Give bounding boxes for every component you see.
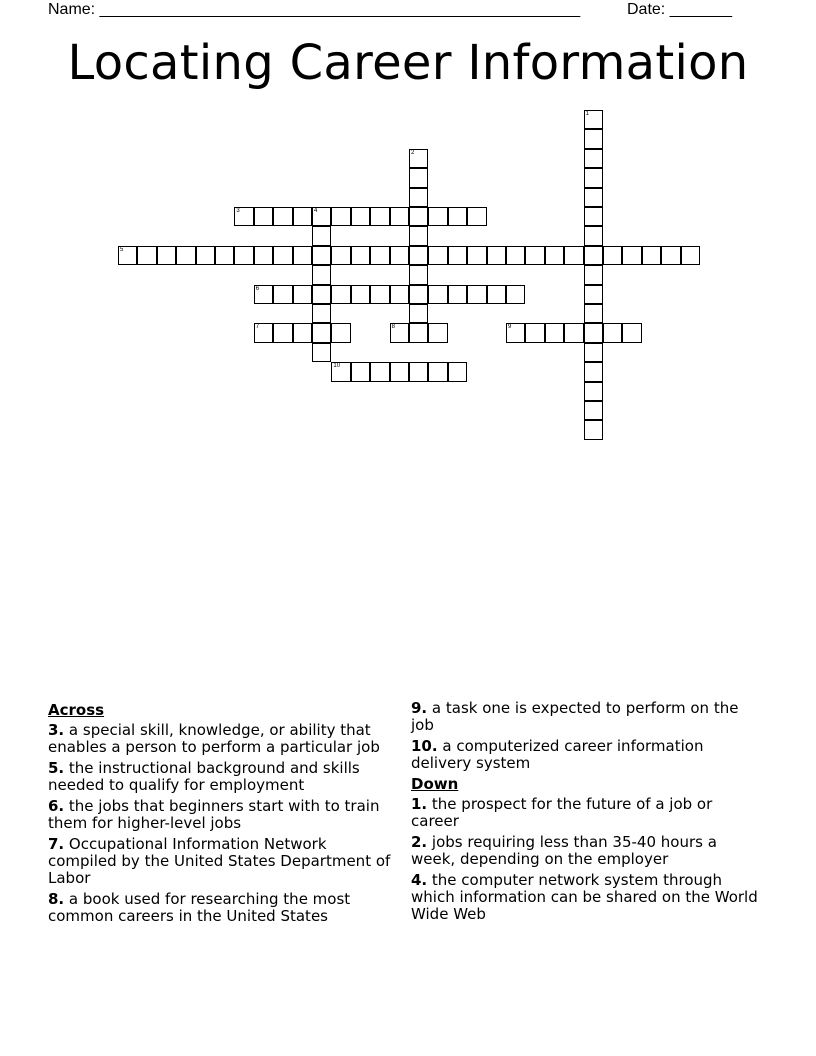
crossword-cell[interactable] <box>467 285 486 304</box>
crossword-cell[interactable] <box>370 362 389 381</box>
clue-number: 1. <box>411 795 428 813</box>
clue-number: 6. <box>48 797 65 815</box>
crossword-cell[interactable] <box>409 323 428 342</box>
crossword-cell[interactable] <box>293 207 312 226</box>
crossword-cell[interactable] <box>331 207 350 226</box>
crossword-cell[interactable] <box>254 285 273 304</box>
crossword-cell[interactable] <box>584 420 603 439</box>
crossword-cell[interactable] <box>273 207 292 226</box>
crossword-cell[interactable] <box>409 168 428 187</box>
down-clue <box>411 834 761 868</box>
clue-number: 8. <box>48 890 65 908</box>
crossword-cell[interactable] <box>215 246 234 265</box>
page-title: Locating Career Information <box>67 35 749 91</box>
clue-number-label: 6 <box>255 285 260 292</box>
clue-text: a computerized career information delivery system <box>411 737 704 772</box>
crossword-cell[interactable] <box>351 207 370 226</box>
clue-text: the instructional background and skills needed to qualify for employment <box>48 759 360 794</box>
crossword-cell[interactable] <box>293 323 312 342</box>
crossword-cell[interactable] <box>584 343 603 362</box>
down-heading: Down <box>411 775 459 793</box>
crossword-cell[interactable] <box>584 323 603 342</box>
clue-number-label: 3 <box>236 208 240 214</box>
crossword-cell[interactable] <box>409 149 428 168</box>
across-clue <box>411 738 761 772</box>
crossword-cell[interactable] <box>234 207 253 226</box>
clue-number: 3. <box>48 721 65 739</box>
across-clue <box>48 891 398 925</box>
date-field-label[interactable]: Date: _______ <box>627 1 732 18</box>
crossword-cell[interactable] <box>584 168 603 187</box>
crossword-cell[interactable] <box>390 362 409 381</box>
crossword-cell[interactable] <box>506 285 525 304</box>
crossword-cell[interactable] <box>331 323 350 342</box>
clue-number-label: 8 <box>391 324 395 331</box>
crossword-cell[interactable] <box>137 246 156 265</box>
crossword-cell[interactable] <box>642 246 661 265</box>
crossword-cell[interactable] <box>370 285 389 304</box>
clue-number: 7. <box>48 835 65 853</box>
crossword-cell[interactable] <box>584 110 603 129</box>
crossword-cell[interactable] <box>506 246 525 265</box>
crossword-cell[interactable] <box>351 246 370 265</box>
crossword-cell[interactable] <box>312 304 331 323</box>
crossword-cell[interactable] <box>622 246 641 265</box>
crossword-cell[interactable] <box>622 323 641 342</box>
crossword-cell[interactable] <box>448 207 467 226</box>
crossword-cell[interactable] <box>312 343 331 362</box>
crossword-cell[interactable] <box>409 285 428 304</box>
clue-number: 5. <box>48 759 65 777</box>
crossword-cell[interactable] <box>176 246 195 265</box>
crossword-cell[interactable] <box>409 207 428 226</box>
crossword-cell[interactable] <box>584 129 603 148</box>
crossword-cell[interactable] <box>409 304 428 323</box>
clues-column-right <box>411 700 761 927</box>
clue-number-label: 1 <box>585 111 589 117</box>
clue-text: the computer network system through which information can be shared on the World Wide Web <box>411 871 758 923</box>
across-heading: Across <box>48 701 105 719</box>
crossword-cell[interactable] <box>584 226 603 245</box>
crossword-cell[interactable] <box>584 188 603 207</box>
clue-number: 10. <box>411 737 438 755</box>
crossword-cell[interactable] <box>428 285 447 304</box>
crossword-cell[interactable] <box>564 323 583 342</box>
crossword-cell[interactable] <box>312 246 331 265</box>
name-field-label[interactable]: Name: ______________________________________________________ <box>48 1 581 18</box>
crossword-cell[interactable] <box>312 207 331 226</box>
crossword-cell[interactable] <box>681 246 700 265</box>
crossword-cell[interactable] <box>428 323 447 342</box>
crossword-cell[interactable] <box>273 285 292 304</box>
crossword-cell[interactable] <box>273 246 292 265</box>
crossword-cell[interactable] <box>661 246 680 265</box>
clue-text: a book used for researching the most common careers in the United States <box>48 890 351 925</box>
crossword-cell[interactable] <box>157 246 176 265</box>
crossword-cell[interactable] <box>584 246 603 265</box>
crossword-cell[interactable] <box>312 226 331 245</box>
crossword-cell[interactable] <box>584 362 603 381</box>
down-clue <box>411 796 761 830</box>
crossword-cell[interactable] <box>584 265 603 284</box>
crossword-cell[interactable] <box>603 246 622 265</box>
crossword-cell[interactable] <box>312 265 331 284</box>
clue-number: 2. <box>411 833 428 851</box>
crossword-cell[interactable] <box>467 246 486 265</box>
crossword-cell[interactable] <box>254 207 273 226</box>
crossword-cell[interactable] <box>448 285 467 304</box>
clue-number-label: 10 <box>333 363 341 370</box>
across-clue <box>48 722 398 756</box>
crossword-cell[interactable] <box>409 265 428 284</box>
crossword-cell[interactable] <box>331 285 350 304</box>
crossword-cell[interactable] <box>254 246 273 265</box>
crossword-cell[interactable] <box>584 401 603 420</box>
crossword-cell[interactable] <box>545 323 564 342</box>
crossword-cell[interactable] <box>293 285 312 304</box>
crossword-cell[interactable] <box>351 362 370 381</box>
clue-number: 4. <box>411 871 428 889</box>
crossword-cell[interactable] <box>564 246 583 265</box>
crossword-cell[interactable] <box>331 362 350 381</box>
crossword-cell[interactable] <box>196 246 215 265</box>
crossword-cell[interactable] <box>409 226 428 245</box>
clue-number: 9. <box>411 699 428 717</box>
crossword-cell[interactable] <box>390 323 409 342</box>
clue-text: jobs requiring less than 35-40 hours a week, depending on the employer <box>411 833 717 868</box>
crossword-cell[interactable] <box>273 323 292 342</box>
clue-number-label: 2 <box>411 149 415 156</box>
crossword-cell[interactable] <box>487 246 506 265</box>
across-clue <box>48 836 398 887</box>
crossword-cell[interactable] <box>293 246 312 265</box>
crossword-cell[interactable] <box>603 323 622 342</box>
across-clue <box>48 760 398 794</box>
crossword-cell[interactable] <box>254 323 273 342</box>
crossword-cell[interactable] <box>118 246 137 265</box>
across-clue <box>48 798 398 832</box>
clue-text: a task one is expected to perform on the job <box>411 699 739 734</box>
crossword-cell[interactable] <box>584 285 603 304</box>
crossword-cell[interactable] <box>467 207 486 226</box>
crossword-cell[interactable] <box>584 207 603 226</box>
crossword-cell[interactable] <box>525 246 544 265</box>
crossword-cell[interactable] <box>448 246 467 265</box>
crossword-cell[interactable] <box>428 362 447 381</box>
crossword-cell[interactable] <box>487 285 506 304</box>
clue-text: Occupational Information Network compiled by the United States Department of Labor <box>48 835 391 887</box>
crossword-cell[interactable] <box>506 323 525 342</box>
crossword-cell[interactable] <box>545 246 564 265</box>
crossword-cell[interactable] <box>390 285 409 304</box>
clue-number-label: 4 <box>314 208 318 214</box>
crossword-cell[interactable] <box>370 207 389 226</box>
crossword-cell[interactable] <box>584 304 603 323</box>
crossword-cell[interactable] <box>428 207 447 226</box>
crossword-cell[interactable] <box>584 382 603 401</box>
crossword-cell[interactable] <box>234 246 253 265</box>
crossword-cell[interactable] <box>351 285 370 304</box>
clues-column-left <box>48 700 398 929</box>
clue-text: a special skill, knowledge, or ability that enables a person to perform a particular job <box>48 721 380 756</box>
crossword-cell[interactable] <box>428 246 447 265</box>
crossword-cell[interactable] <box>390 246 409 265</box>
clue-number-label: 7 <box>255 324 260 331</box>
crossword-cell[interactable] <box>312 323 331 342</box>
crossword-cell[interactable] <box>448 362 467 381</box>
crossword-cell[interactable] <box>409 246 428 265</box>
crossword-cell[interactable] <box>390 207 409 226</box>
crossword-cell[interactable] <box>370 246 389 265</box>
clue-number-label: 5 <box>120 246 124 253</box>
crossword-cell[interactable] <box>525 323 544 342</box>
down-clue <box>411 872 761 923</box>
crossword-cell[interactable] <box>312 285 331 304</box>
crossword-cell[interactable] <box>584 149 603 168</box>
crossword-grid <box>0 0 816 460</box>
clue-number-label: 9 <box>508 324 512 331</box>
across-clue <box>411 700 761 734</box>
clue-text: the jobs that beginners start with to train them for higher-level jobs <box>48 797 380 832</box>
crossword-cell[interactable] <box>409 362 428 381</box>
crossword-cell[interactable] <box>331 246 350 265</box>
clue-text: the prospect for the future of a job or career <box>411 795 713 830</box>
crossword-cell[interactable] <box>409 188 428 207</box>
